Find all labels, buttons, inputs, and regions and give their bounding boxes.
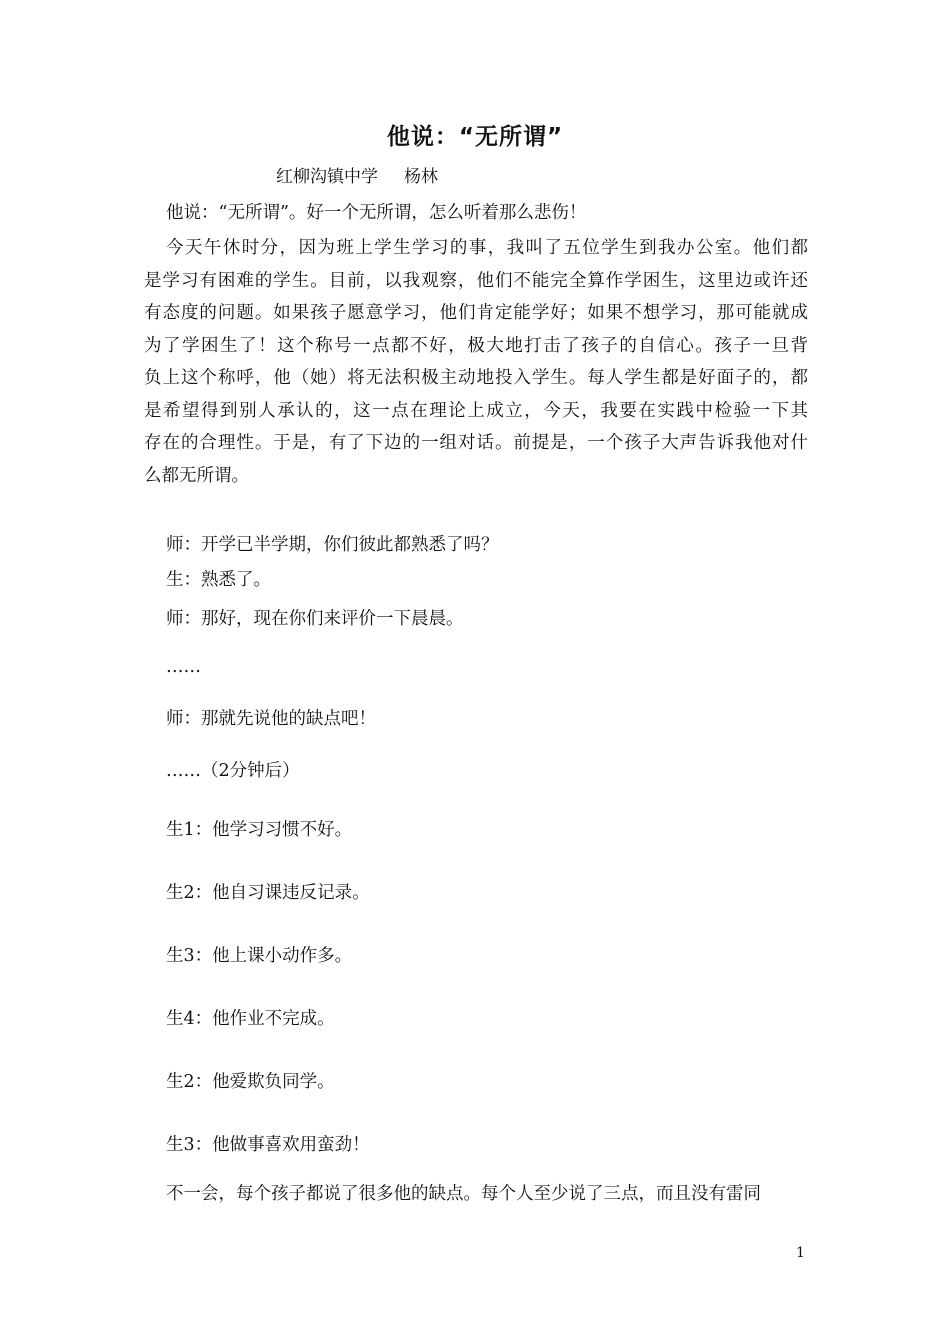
- dialogue-line: 师：那好，现在你们来评价一下晨晨。: [166, 609, 464, 629]
- author-name: 杨林: [404, 167, 438, 187]
- dialogue-line: ……: [166, 657, 201, 677]
- dialogue-line: 生：熟悉了。: [166, 570, 271, 590]
- paragraph-line: 是学习有困难的学生。目前，以我观察，他们不能完全算作学困生，这里边或许还: [144, 270, 808, 291]
- school-name: 红柳沟镇中学: [276, 167, 378, 187]
- dialogue-line: 师：那就先说他的缺点吧！: [166, 709, 376, 729]
- main-paragraph: [144, 232, 808, 492]
- paragraph-line: 有态度的问题。如果孩子愿意学习，他们肯定能学好；如果不想学习，那可能就成: [144, 303, 808, 323]
- paragraph-line: 么都无所谓。: [144, 465, 249, 486]
- dialogue-line: 生3：他做事喜欢用蛮劲！: [166, 1135, 370, 1155]
- paragraph-line: 存在的合理性。于是，有了下边的一组对话。前提是，一个孩子大声告诉我他对什: [144, 433, 808, 453]
- page-number: 1: [796, 1245, 805, 1261]
- dialogue-line: 生2：他爱欺负同学。: [166, 1072, 335, 1092]
- dialogue-line: 生3：他上课小动作多。: [166, 946, 353, 966]
- dialogue-line: 师：开学已半学期，你们彼此都熟悉了吗？: [166, 535, 499, 555]
- author-line: [276, 162, 438, 187]
- closing-line: 不一会，每个孩子都说了很多他的缺点。每个人至少说了三点，而且没有雷同: [166, 1184, 761, 1204]
- dialogue-line: 生4：他作业不完成。: [166, 1009, 335, 1029]
- document-title: 他说：“无所谓”: [386, 124, 564, 150]
- intro-line: 他说：“无所谓”。好一个无所谓，怎么听着那么悲伤！: [166, 203, 587, 223]
- paragraph-line: 负上这个称呼，他（她）将无法积极主动地投入学生。每人学生都是好面子的，都: [144, 368, 808, 388]
- paragraph-line: 为了学困生了！这个称号一点都不好，极大地打击了孩子的自信心。孩子一旦背: [144, 335, 808, 356]
- paragraph-line: 是希望得到别人承认的，这一点在理论上成立，今天，我要在实践中检验一下其: [144, 400, 808, 421]
- dialogue-line: 生1：他学习习惯不好。: [166, 820, 353, 840]
- dialogue-line: ……（2分钟后）: [166, 761, 300, 781]
- paragraph-line: 今天午休时分，因为班上学生学习的事，我叫了五位学生到我办公室。他们都: [166, 238, 808, 258]
- dialogue-line: 生2：他自习课违反记录。: [166, 883, 370, 903]
